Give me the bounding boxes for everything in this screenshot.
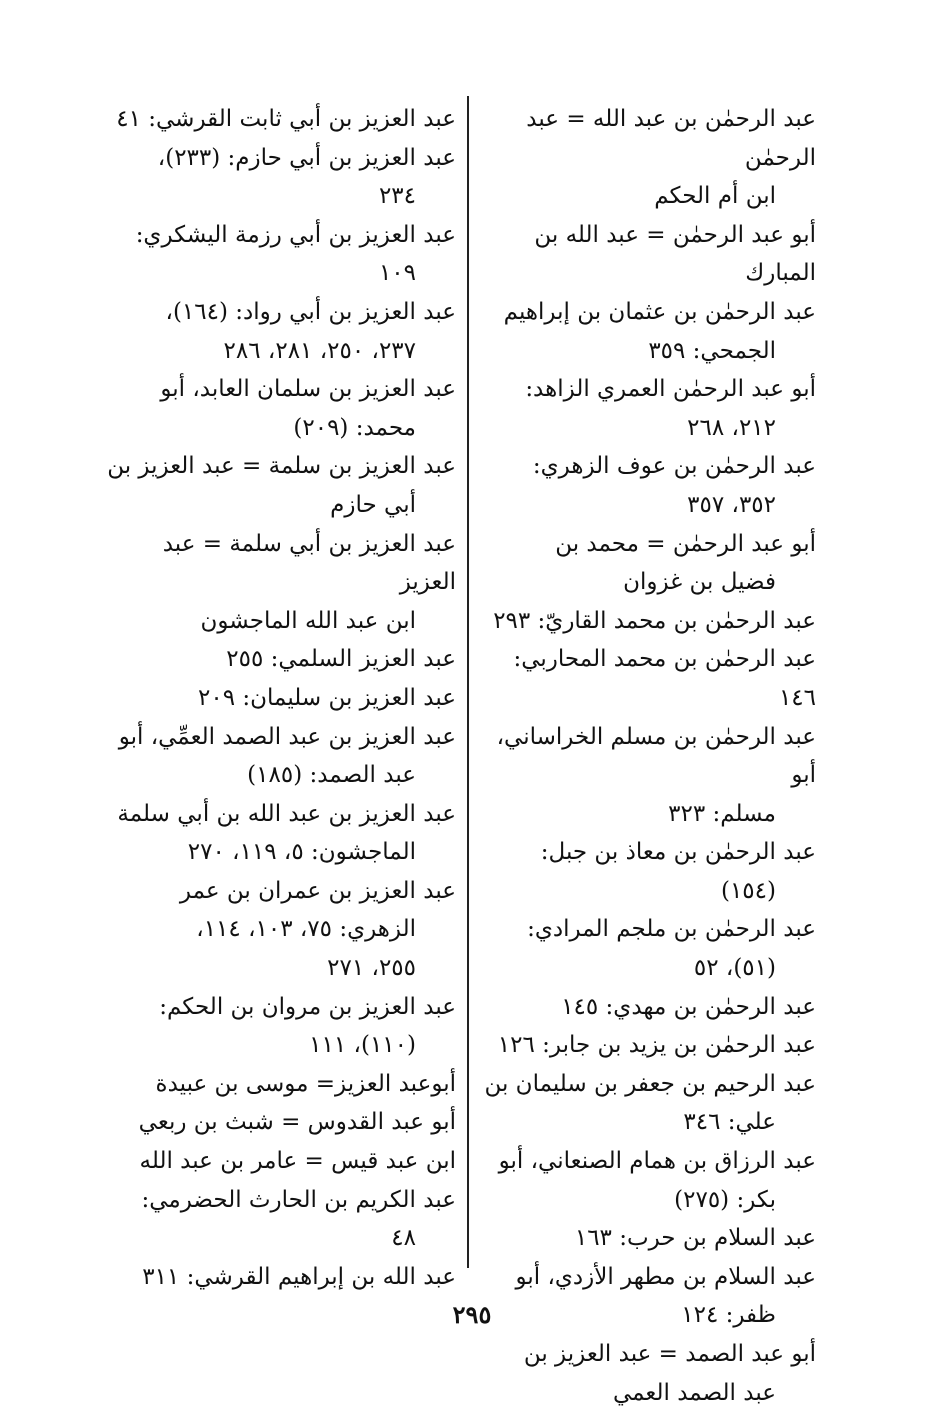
entry-heading: عبد الرزاق بن همام الصنعاني، أبو — [498, 1148, 816, 1175]
entry-heading: أبو عبد الرحمٰن العمري الزاهد: — [525, 376, 816, 403]
index-entry — [480, 833, 816, 910]
entry-heading: عبد الرحمٰن بن معاذ بن جبل: — [540, 839, 816, 866]
entry-heading: أبو عبد الرحمٰن = محمد بن — [555, 530, 816, 557]
entry-heading: عبد الرحمٰن بن ملجم المرادي: — [527, 916, 816, 943]
entry-heading: ابن عبد قيس = عامر بن عبد الله — [139, 1148, 456, 1175]
index-entry — [106, 679, 456, 718]
entry-heading: عبد الرحمٰن بن محمد المحاربي: ١٤٦ — [513, 646, 816, 711]
entry-continuation: الماجشون: ٥، ١١٩، ٢٧٠ — [187, 839, 416, 866]
entry-heading: عبد السلام بن حرب: ١٦٣ — [574, 1225, 816, 1252]
index-entry — [480, 216, 816, 293]
index-entry — [480, 910, 816, 987]
entry-heading: عبد العزيز بن عمران بن عمر — [179, 877, 456, 904]
index-entry — [106, 795, 456, 872]
entry-heading: عبد العزيز بن أبي سلمة = عبد العزيز — [162, 530, 456, 596]
index-entry — [106, 872, 456, 988]
entry-heading: عبد العزيز بن أبي رواد: (١٦٤)، — [165, 298, 456, 325]
index-entry — [106, 293, 456, 370]
index-entry — [480, 525, 816, 602]
index-entry — [106, 447, 456, 524]
index-entry — [106, 100, 456, 139]
entry-continuation: الزهري: ٧٥، ١٠٣، ١١٤، — [196, 916, 416, 943]
index-entry — [480, 640, 816, 717]
index-entry — [480, 1026, 816, 1065]
entry-continuation: عبد الصمد: (١٨٥) — [247, 762, 416, 789]
entry-continuation: ٢٥٥، ٢٧١ — [327, 955, 416, 982]
index-entry — [106, 1142, 456, 1181]
entry-heading: عبد العزيز بن عبد الله بن أبي سلمة — [117, 800, 456, 827]
entry-heading: عبد العزيز بن سليمان: ٢٠٩ — [198, 684, 456, 711]
entry-continuation: ابن عبد الله الماجشون — [200, 607, 416, 634]
entry-heading: عبد الرحيم بن جعفر بن سليمان بن — [484, 1070, 816, 1097]
entry-heading: عبد العزيز بن سلمة = عبد العزيز بن — [107, 453, 456, 480]
index-entry — [480, 602, 816, 641]
index-entry — [480, 1335, 816, 1412]
entry-continuation: مسلم: ٣٢٣ — [668, 800, 776, 827]
entry-continuation: ابن أم الحكم — [654, 183, 776, 210]
index-entry — [106, 139, 456, 216]
entry-heading: عبد الرحمٰن بن محمد القاريّ: ٢٩٣ — [493, 607, 816, 634]
index-entry — [480, 293, 816, 370]
entry-heading: عبد العزيز بن عبد الصمد العمِّي، أبو — [118, 723, 456, 750]
entry-heading: عبد السلام بن مطهر الأزدي، أبو — [515, 1263, 816, 1290]
index-entry — [480, 370, 816, 447]
entry-heading: عبد الرحمٰن بن مهدي: ١٤٥ — [561, 993, 816, 1020]
entry-continuation: ٢١٢، ٢٦٨ — [687, 414, 776, 441]
column-divider — [467, 96, 469, 1268]
entry-heading: عبد الكريم بن الحارث الحضرمي: — [141, 1186, 456, 1213]
entry-continuation: علي: ٣٤٦ — [683, 1109, 776, 1136]
index-entry — [106, 1103, 456, 1142]
entry-continuation: ٢٣٤ — [378, 183, 416, 210]
index-entry — [106, 370, 456, 447]
page-number: ٢٩٥ — [452, 1300, 492, 1329]
index-entry — [106, 1065, 456, 1104]
index-entry — [106, 988, 456, 1065]
entry-heading: عبد العزيز بن أبي رزمة اليشكري: — [135, 221, 456, 248]
entry-continuation: ٢٣٧، ٢٥٠، ٢٨١، ٢٨٦ — [223, 337, 416, 364]
entry-continuation: الجمحي: ٣٥٩ — [648, 337, 776, 364]
entry-heading: عبد الرحمٰن بن عوف الزهري: — [532, 453, 816, 480]
entry-heading: عبد العزيز بن سلمان العابد، أبو — [160, 376, 456, 403]
left-column — [106, 100, 456, 1296]
index-entry — [480, 447, 816, 524]
index-entry — [106, 1181, 456, 1258]
index-entry — [106, 718, 456, 795]
entry-heading: أبو عبد القدوس = شبث بن ربعي — [138, 1109, 456, 1136]
index-entry — [480, 1065, 816, 1142]
entry-heading: عبد الله بن إبراهيم القرشي: ٣١١ — [142, 1263, 456, 1290]
entry-heading: أبو عبد الرحمٰن = عبد الله بن المبارك — [534, 221, 816, 287]
entry-heading: عبد الرحمٰن بن مسلم الخراساني، أبو — [496, 723, 816, 789]
index-entry — [480, 1142, 816, 1219]
index-entry — [480, 100, 816, 216]
entry-continuation: (١١٠)، ١١١ — [309, 1032, 416, 1059]
entry-heading: أبوعبد العزيز= موسى بن عبيدة — [155, 1070, 456, 1097]
entry-heading: عبد العزيز السلمي: ٢٥٥ — [226, 646, 456, 673]
entry-heading: أبو عبد الصمد = عبد العزيز بن — [523, 1341, 816, 1367]
entry-heading: عبد العزيز بن أبي حازم: (٢٣٣)، — [157, 144, 456, 171]
index-entry — [480, 718, 816, 834]
entry-continuation: أبي حازم — [330, 491, 416, 518]
entry-continuation: ظفر: ١٢٤ — [681, 1302, 776, 1329]
entry-continuation: ٤٨ — [391, 1225, 416, 1252]
entry-continuation: ١٠٩ — [378, 260, 416, 287]
index-entry — [480, 988, 816, 1027]
entry-heading: عبد الرحمٰن بن عثمان بن إبراهيم — [503, 298, 816, 325]
entry-continuation: بكر: (٢٧٥) — [674, 1186, 776, 1213]
entry-heading: عبد الرحمٰن بن يزيد بن جابر: ١٢٦ — [497, 1032, 816, 1059]
entry-continuation: (٥١)، ٥٢ — [693, 955, 776, 982]
index-entry — [106, 525, 456, 641]
entry-continuation: فضيل بن غزوان — [623, 569, 776, 596]
right-column — [480, 100, 816, 1412]
entry-continuation: ٣٥٢، ٣٥٧ — [687, 491, 776, 518]
entry-continuation: (١٥٤) — [720, 877, 776, 904]
index-entry — [480, 1219, 816, 1258]
entry-heading: عبد الرحمٰن بن عبد الله = عبد الرحمٰن — [526, 106, 816, 171]
entry-heading: عبد العزيز بن أبي ثابت القرشي: ٤١ — [116, 106, 456, 132]
entry-heading: عبد العزيز بن مروان بن الحكم: — [159, 993, 456, 1020]
index-entry — [106, 1258, 456, 1297]
index-entry — [106, 216, 456, 293]
entry-continuation: عبد الصمد العمي — [612, 1379, 776, 1406]
entry-continuation: محمد: (٢٠٩) — [293, 414, 416, 441]
index-entry — [106, 640, 456, 679]
